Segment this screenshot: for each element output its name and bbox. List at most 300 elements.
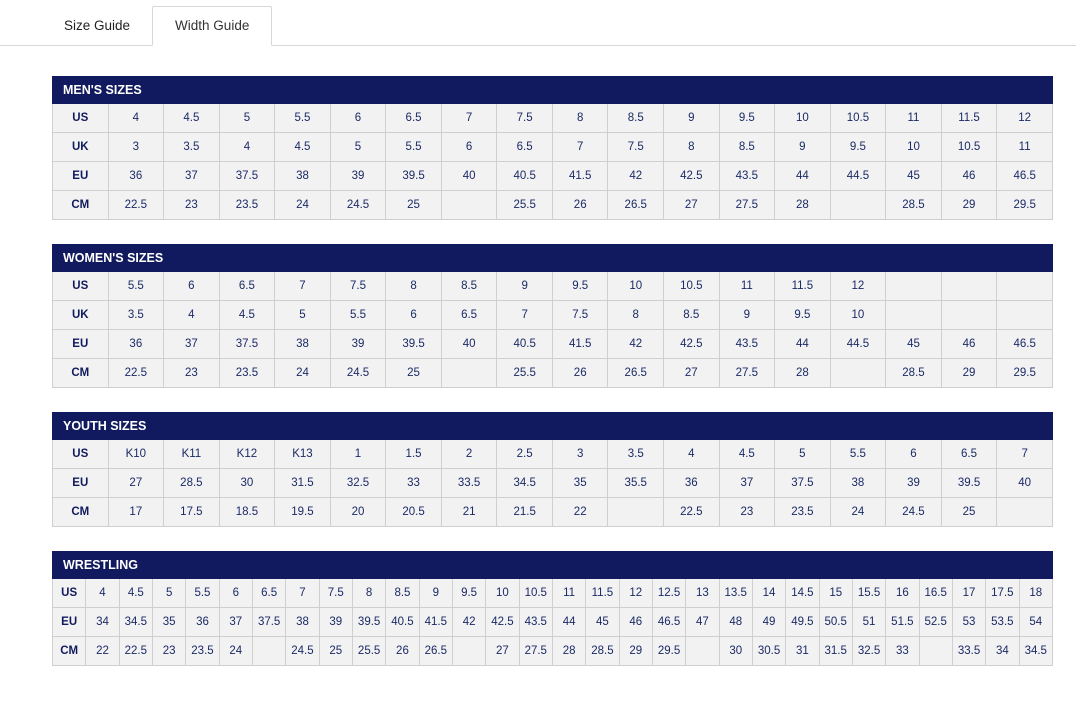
size-cell: 7	[997, 440, 1053, 469]
table-header-cell	[552, 552, 585, 579]
size-cell: 9.5	[719, 104, 775, 133]
size-cell: 8	[664, 133, 720, 162]
size-table	[52, 76, 1053, 220]
size-cell	[830, 191, 886, 220]
size-cell: 1.5	[386, 440, 442, 469]
size-cell: 49.5	[786, 608, 819, 637]
size-cell: 46.5	[652, 608, 685, 637]
row-label: US	[53, 272, 109, 301]
row-label: UK	[53, 301, 109, 330]
tab-size-guide[interactable]	[42, 19, 152, 46]
table-header-cell	[608, 77, 664, 104]
size-cell: 22	[552, 498, 608, 527]
table-row	[53, 191, 1053, 220]
size-cell: 12.5	[652, 579, 685, 608]
size-cell: 9	[719, 301, 775, 330]
size-cell: 40	[441, 162, 497, 191]
size-cell: 39.5	[386, 330, 442, 359]
size-cell: 25	[319, 637, 352, 666]
table-header-cell	[619, 552, 652, 579]
size-cell: 26.5	[419, 637, 452, 666]
size-cell: 12	[619, 579, 652, 608]
table-row	[53, 104, 1053, 133]
row-label: CM	[53, 498, 109, 527]
size-cell: 11.5	[775, 272, 831, 301]
size-cell: 44	[552, 608, 585, 637]
size-cell: 42.5	[486, 608, 519, 637]
size-cell: 5.5	[830, 440, 886, 469]
size-cell: 31.5	[275, 469, 331, 498]
size-cell: 8.5	[441, 272, 497, 301]
size-cell: 12	[830, 272, 886, 301]
size-cell: 22.5	[664, 498, 720, 527]
table-header-cell	[664, 245, 720, 272]
size-cell	[997, 498, 1053, 527]
size-cell: 26	[552, 191, 608, 220]
size-cell: 28	[775, 191, 831, 220]
size-cell: 26	[386, 637, 419, 666]
size-cell	[886, 272, 942, 301]
size-cell: 46.5	[997, 162, 1053, 191]
table-header-cell	[519, 552, 552, 579]
size-cell: 11.5	[941, 104, 997, 133]
size-cell: 27	[664, 359, 720, 388]
size-cell: 5	[219, 104, 275, 133]
table-header-cell	[775, 245, 831, 272]
table-header-cell	[330, 77, 386, 104]
size-cell	[997, 272, 1053, 301]
size-cell: 10.5	[830, 104, 886, 133]
table-title: YOUTH SIZES	[53, 413, 220, 440]
size-cell: 10.5	[664, 272, 720, 301]
size-cell: 12	[997, 104, 1053, 133]
size-cell: 33	[886, 637, 919, 666]
size-cell: 2.5	[497, 440, 553, 469]
size-cell: 10	[608, 272, 664, 301]
size-cell: 8.5	[386, 579, 419, 608]
size-cell	[441, 191, 497, 220]
size-cell: 7.5	[552, 301, 608, 330]
table-header-row	[53, 245, 1053, 272]
size-cell: 36	[108, 162, 164, 191]
size-cell: 42.5	[664, 330, 720, 359]
size-cell: 10	[830, 301, 886, 330]
size-cell: 24.5	[286, 637, 319, 666]
table-header-cell	[852, 552, 885, 579]
table-header-cell	[886, 552, 919, 579]
size-cell: 7	[275, 272, 331, 301]
size-cell: 4	[219, 133, 275, 162]
table-header-cell	[830, 413, 886, 440]
size-cell: 44	[775, 330, 831, 359]
size-cell: 27.5	[719, 191, 775, 220]
size-cell: 28	[552, 637, 585, 666]
size-cell: 9.5	[830, 133, 886, 162]
size-cell	[941, 301, 997, 330]
size-cell: 29	[941, 359, 997, 388]
size-cell: 6	[386, 301, 442, 330]
size-cell: 18.5	[219, 498, 275, 527]
size-cell: 28.5	[164, 469, 220, 498]
size-cell: 45	[886, 162, 942, 191]
table-header-cell	[441, 413, 497, 440]
size-cell: 4	[664, 440, 720, 469]
size-cell: 9	[419, 579, 452, 608]
size-cell: 39.5	[941, 469, 997, 498]
row-label: CM	[53, 359, 109, 388]
size-cell: 38	[830, 469, 886, 498]
size-cell: 26.5	[608, 191, 664, 220]
size-cell: 54	[1019, 608, 1052, 637]
table-row	[53, 637, 1053, 666]
size-cell: 13.5	[719, 579, 752, 608]
table-header-row	[53, 413, 1053, 440]
size-cell: 51.5	[886, 608, 919, 637]
table-row	[53, 608, 1053, 637]
size-cell: 6.5	[252, 579, 285, 608]
table-header-cell	[941, 77, 997, 104]
size-cell: 52.5	[919, 608, 952, 637]
size-cell: 31	[786, 637, 819, 666]
table-header-cell	[997, 77, 1053, 104]
size-cell: 3	[108, 133, 164, 162]
table-header-cell	[419, 552, 452, 579]
size-cell: 6	[886, 440, 942, 469]
table-row	[53, 469, 1053, 498]
size-cell: 22.5	[108, 191, 164, 220]
size-cell: 28.5	[886, 191, 942, 220]
table-row	[53, 359, 1053, 388]
size-cell: 24.5	[330, 359, 386, 388]
row-label: US	[53, 579, 86, 608]
size-cell: 25.5	[497, 359, 553, 388]
size-cell: 45	[586, 608, 619, 637]
size-cell: 6	[330, 104, 386, 133]
size-cell: 36	[664, 469, 720, 498]
size-cell: 46	[941, 162, 997, 191]
size-cell: 4	[108, 104, 164, 133]
size-cell: 23	[164, 191, 220, 220]
size-cell: 43.5	[519, 608, 552, 637]
row-label: EU	[53, 330, 109, 359]
table-row	[53, 162, 1053, 191]
size-cell: 9	[664, 104, 720, 133]
table-header-cell	[752, 552, 785, 579]
size-cell	[252, 637, 285, 666]
size-cell: K13	[275, 440, 331, 469]
size-cell: 25.5	[497, 191, 553, 220]
size-cell: 9.5	[775, 301, 831, 330]
size-cell: 51	[852, 608, 885, 637]
size-cell: 17	[952, 579, 985, 608]
size-cell: 15.5	[852, 579, 885, 608]
size-cell: 9.5	[552, 272, 608, 301]
size-cell: 5.5	[330, 301, 386, 330]
size-cell: 24.5	[886, 498, 942, 527]
table-row	[53, 579, 1053, 608]
size-cell: 9	[775, 133, 831, 162]
size-cell: 21.5	[497, 498, 553, 527]
size-cell: 37	[719, 469, 775, 498]
table-header-cell	[941, 245, 997, 272]
size-cell: 11	[886, 104, 942, 133]
size-cell: 33.5	[952, 637, 985, 666]
size-cell	[608, 498, 664, 527]
table-header-cell	[886, 413, 942, 440]
table-header-cell	[719, 77, 775, 104]
size-cell: 37.5	[252, 608, 285, 637]
size-cell: 11	[552, 579, 585, 608]
size-cell: 23.5	[219, 191, 275, 220]
size-cell: 5.5	[108, 272, 164, 301]
size-cell: 27	[664, 191, 720, 220]
size-cell: 6	[164, 272, 220, 301]
size-cell: 23.5	[775, 498, 831, 527]
size-cell	[997, 301, 1053, 330]
size-cell: 7	[286, 579, 319, 608]
size-cell: 23.5	[219, 359, 275, 388]
size-cell: 1	[330, 440, 386, 469]
size-cell: 5	[775, 440, 831, 469]
size-cell: 41.5	[552, 162, 608, 191]
table-header-cell	[386, 245, 442, 272]
size-cell: 35	[152, 608, 185, 637]
table-header-row	[53, 77, 1053, 104]
size-cell: K11	[164, 440, 220, 469]
size-cell: 17.5	[986, 579, 1019, 608]
size-cell: 30	[219, 469, 275, 498]
size-cell: 32.5	[852, 637, 885, 666]
size-cell: 7.5	[497, 104, 553, 133]
size-cell: 10.5	[519, 579, 552, 608]
size-cell: 34.5	[1019, 637, 1052, 666]
size-cell: 42.5	[664, 162, 720, 191]
size-cell: 22	[86, 637, 119, 666]
size-cell: 6	[441, 133, 497, 162]
size-cell: 17.5	[164, 498, 220, 527]
table-row	[53, 440, 1053, 469]
size-cell: 39	[330, 330, 386, 359]
table-header-cell	[586, 552, 619, 579]
size-cell: 35.5	[608, 469, 664, 498]
size-cell: 40	[997, 469, 1053, 498]
size-cell: 47	[686, 608, 719, 637]
size-cell: 10.5	[941, 133, 997, 162]
size-cell: 49	[752, 608, 785, 637]
tab-size-guide-label: Size Guide	[64, 17, 131, 33]
size-cell: 33.5	[441, 469, 497, 498]
size-cell: 7	[552, 133, 608, 162]
size-cell: 28.5	[886, 359, 942, 388]
size-cell: 45	[886, 330, 942, 359]
size-cell: 43.5	[719, 162, 775, 191]
size-cell: 23.5	[186, 637, 219, 666]
row-label: US	[53, 104, 109, 133]
size-cell: 21	[441, 498, 497, 527]
size-cell: 29.5	[652, 637, 685, 666]
table-header-cell	[986, 552, 1019, 579]
table-header-cell	[786, 552, 819, 579]
table-header-cell	[886, 77, 942, 104]
size-cell: 17	[108, 498, 164, 527]
table-header-cell	[719, 413, 775, 440]
table-title: WRESTLING	[53, 552, 186, 579]
size-cell: 53.5	[986, 608, 1019, 637]
table-header-cell	[919, 552, 952, 579]
size-cell: 27.5	[519, 637, 552, 666]
size-cell	[886, 301, 942, 330]
size-cell: 14.5	[786, 579, 819, 608]
size-cell: 8	[552, 104, 608, 133]
table-row	[53, 498, 1053, 527]
size-cell: 7.5	[319, 579, 352, 608]
size-cell: 11	[719, 272, 775, 301]
size-cell: 26	[552, 359, 608, 388]
size-cell	[441, 359, 497, 388]
table-row	[53, 133, 1053, 162]
size-cell: 26.5	[608, 359, 664, 388]
size-cell: 8.5	[664, 301, 720, 330]
size-cell: 6.5	[386, 104, 442, 133]
tab-width-guide-label: Width Guide	[175, 17, 250, 33]
size-cell	[830, 359, 886, 388]
size-cell: 7.5	[608, 133, 664, 162]
table-title: MEN'S SIZES	[53, 77, 220, 104]
size-cell: 11.5	[586, 579, 619, 608]
size-cell: 34	[986, 637, 1019, 666]
size-cell: 8.5	[608, 104, 664, 133]
size-cell: 38	[275, 330, 331, 359]
table-header-cell	[319, 552, 352, 579]
size-charts-container	[0, 46, 1076, 666]
table-header-cell	[219, 77, 275, 104]
size-cell: 40.5	[386, 608, 419, 637]
size-cell: 39.5	[352, 608, 385, 637]
table-header-cell	[219, 413, 275, 440]
size-cell: 10	[486, 579, 519, 608]
size-cell: 41.5	[552, 330, 608, 359]
size-cell: 23	[164, 359, 220, 388]
size-cell: 11	[997, 133, 1053, 162]
table-header-cell	[497, 245, 553, 272]
table-header-cell	[441, 245, 497, 272]
size-cell: 24	[830, 498, 886, 527]
table-header-cell	[386, 77, 442, 104]
size-cell: 6.5	[497, 133, 553, 162]
size-cell: 25	[386, 359, 442, 388]
table-header-cell	[552, 77, 608, 104]
size-cell: 20.5	[386, 498, 442, 527]
table-header-cell	[664, 413, 720, 440]
size-cell: 35	[552, 469, 608, 498]
row-label: EU	[53, 162, 109, 191]
size-cell: 28	[775, 359, 831, 388]
size-cell: 5	[330, 133, 386, 162]
size-table	[52, 412, 1053, 527]
size-cell: 41.5	[419, 608, 452, 637]
size-cell: 42	[608, 162, 664, 191]
table-header-cell	[775, 413, 831, 440]
table-header-cell	[719, 552, 752, 579]
size-cell: 37	[219, 608, 252, 637]
table-header-cell	[497, 413, 553, 440]
size-cell: 16	[886, 579, 919, 608]
size-cell	[941, 272, 997, 301]
size-cell: 4.5	[119, 579, 152, 608]
size-cell: 7	[441, 104, 497, 133]
size-cell: 37	[164, 330, 220, 359]
size-cell: 37	[164, 162, 220, 191]
size-cell: 31.5	[819, 637, 852, 666]
size-cell: 24.5	[330, 191, 386, 220]
size-cell: 5.5	[186, 579, 219, 608]
size-cell: 38	[275, 162, 331, 191]
table-header-cell	[886, 245, 942, 272]
table-header-cell	[352, 552, 385, 579]
table-header-cell	[386, 413, 442, 440]
size-cell: 44.5	[830, 330, 886, 359]
size-cell: 3.5	[608, 440, 664, 469]
size-cell: 37.5	[219, 330, 275, 359]
size-cell: 23	[719, 498, 775, 527]
size-cell: 24	[219, 637, 252, 666]
size-cell: 5	[275, 301, 331, 330]
table-header-cell	[719, 245, 775, 272]
size-cell: 25.5	[352, 637, 385, 666]
size-cell: 24	[275, 191, 331, 220]
size-cell: 4.5	[164, 104, 220, 133]
size-cell: 22.5	[108, 359, 164, 388]
size-cell: 34.5	[119, 608, 152, 637]
table-header-cell	[997, 245, 1053, 272]
size-cell: 3.5	[164, 133, 220, 162]
row-label: EU	[53, 469, 109, 498]
size-cell	[452, 637, 485, 666]
size-cell: 16.5	[919, 579, 952, 608]
size-cell: 40.5	[497, 330, 553, 359]
size-cell: 44	[775, 162, 831, 191]
size-cell: 7	[497, 301, 553, 330]
size-cell: 50.5	[819, 608, 852, 637]
size-cell: 39	[886, 469, 942, 498]
tab-width-guide[interactable]	[152, 6, 272, 47]
table-row	[53, 272, 1053, 301]
table-header-cell	[652, 552, 685, 579]
size-cell: 9.5	[452, 579, 485, 608]
size-cell: 19.5	[275, 498, 331, 527]
table-header-cell	[608, 245, 664, 272]
size-cell: 37.5	[775, 469, 831, 498]
size-cell: 18	[1019, 579, 1052, 608]
size-cell: 4	[164, 301, 220, 330]
size-cell: 28.5	[586, 637, 619, 666]
size-cell: 39.5	[386, 162, 442, 191]
size-cell	[919, 637, 952, 666]
table-header-cell	[775, 77, 831, 104]
table-header-cell	[664, 77, 720, 104]
size-cell: 6.5	[941, 440, 997, 469]
table-header-cell	[952, 552, 985, 579]
table-header-cell	[686, 552, 719, 579]
size-cell: 9	[497, 272, 553, 301]
table-header-cell	[286, 552, 319, 579]
table-header-cell	[452, 552, 485, 579]
size-cell: 22.5	[119, 637, 152, 666]
size-table	[52, 244, 1053, 388]
size-cell: 46.5	[997, 330, 1053, 359]
size-cell: 7.5	[330, 272, 386, 301]
size-cell: 42	[452, 608, 485, 637]
